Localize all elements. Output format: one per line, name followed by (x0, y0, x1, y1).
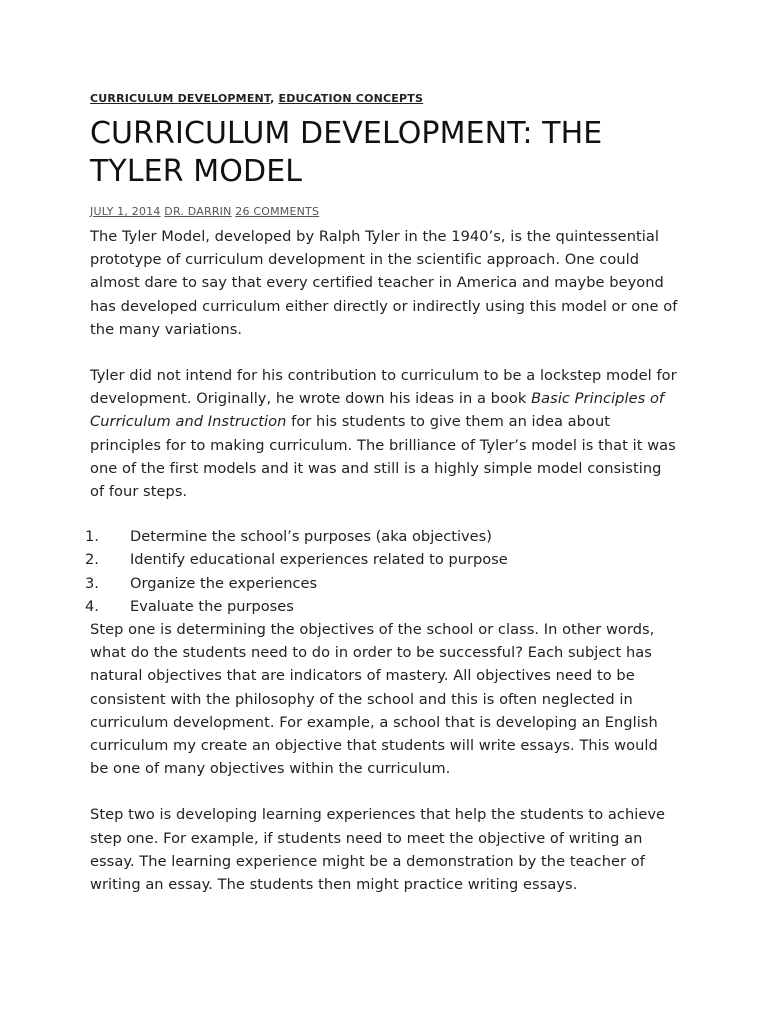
list-text: Identify educational experiences related to purpose (130, 551, 508, 569)
paragraph-tyler-intent (90, 364, 680, 503)
list-number: 2. (85, 551, 99, 569)
list-number: 1. (85, 528, 99, 546)
paragraph-intro: The Tyler Model, developed by Ralph Tyler in the 1940’s, is the quintessential prototype of curriculum development in the scientific approach. One could almost dare to say that every certified teacher in America and maybe beyond has developed curriculum either directly or indirectly using this model or one of the many variations. (90, 228, 678, 338)
list-text: Determine the school’s purposes (aka objectives) (130, 528, 492, 546)
article-content (85, 92, 680, 896)
list-item (85, 572, 680, 595)
page-title: CURRICULUM DEVELOPMENT: THE TYLER MODEL (90, 116, 603, 189)
list-item (85, 595, 680, 618)
list-number: 3. (85, 574, 99, 592)
list-text: Evaluate the purposes (130, 597, 294, 615)
comments-link[interactable]: 26 COMMENTS (235, 205, 320, 218)
steps-list (85, 525, 680, 618)
paragraph-step-one: Step one is determining the objectives of the school or class. In other words, what do the students need to do in order to be successful? Each subject has natural objectives that are indicators of mastery. All objectives need to be consistent with the philosophy of the school and this is often neglected in curriculum development. For example, a school that is developing an English curriculum my create an objective that students will write essays. This would be one of many objectives within the curriculum. (90, 621, 658, 778)
category-links (90, 92, 680, 105)
paragraph-step-two: Step two is developing learning experiences that help the students to achieve step one. For example, if students need to meet the objective of writing an essay. The learning experience might be a demonstration by the teacher of writing an essay. The students then might practice writing essays. (90, 806, 666, 894)
category-separator: , (270, 92, 275, 105)
paragraph-text: for his students to give them an idea about principles for to making curriculum. The brilliance of Tyler’s model is that it was one of the first models and it was and still is a highly simple model consisting of four steps. (90, 413, 676, 501)
list-text: Organize the experiences (130, 574, 318, 592)
list-item (85, 525, 680, 548)
post-meta (90, 205, 680, 218)
category-link-curriculum-development[interactable]: CURRICULUM DEVELOPMENT (90, 92, 271, 105)
list-number: 4. (85, 597, 99, 615)
list-item (85, 548, 680, 571)
author-link[interactable]: DR. DARRIN (164, 205, 232, 218)
paragraph-text: Tyler did not intend for his contribution to curriculum to be a lockstep model for development. Originally, he wrote down his ideas in a book (90, 367, 677, 408)
post-date-link[interactable]: JULY 1, 2014 (90, 205, 161, 218)
book-title: Basic Principles of Curriculum and Instruction (90, 390, 665, 431)
category-link-education-concepts[interactable]: EDUCATION CONCEPTS (278, 92, 424, 105)
